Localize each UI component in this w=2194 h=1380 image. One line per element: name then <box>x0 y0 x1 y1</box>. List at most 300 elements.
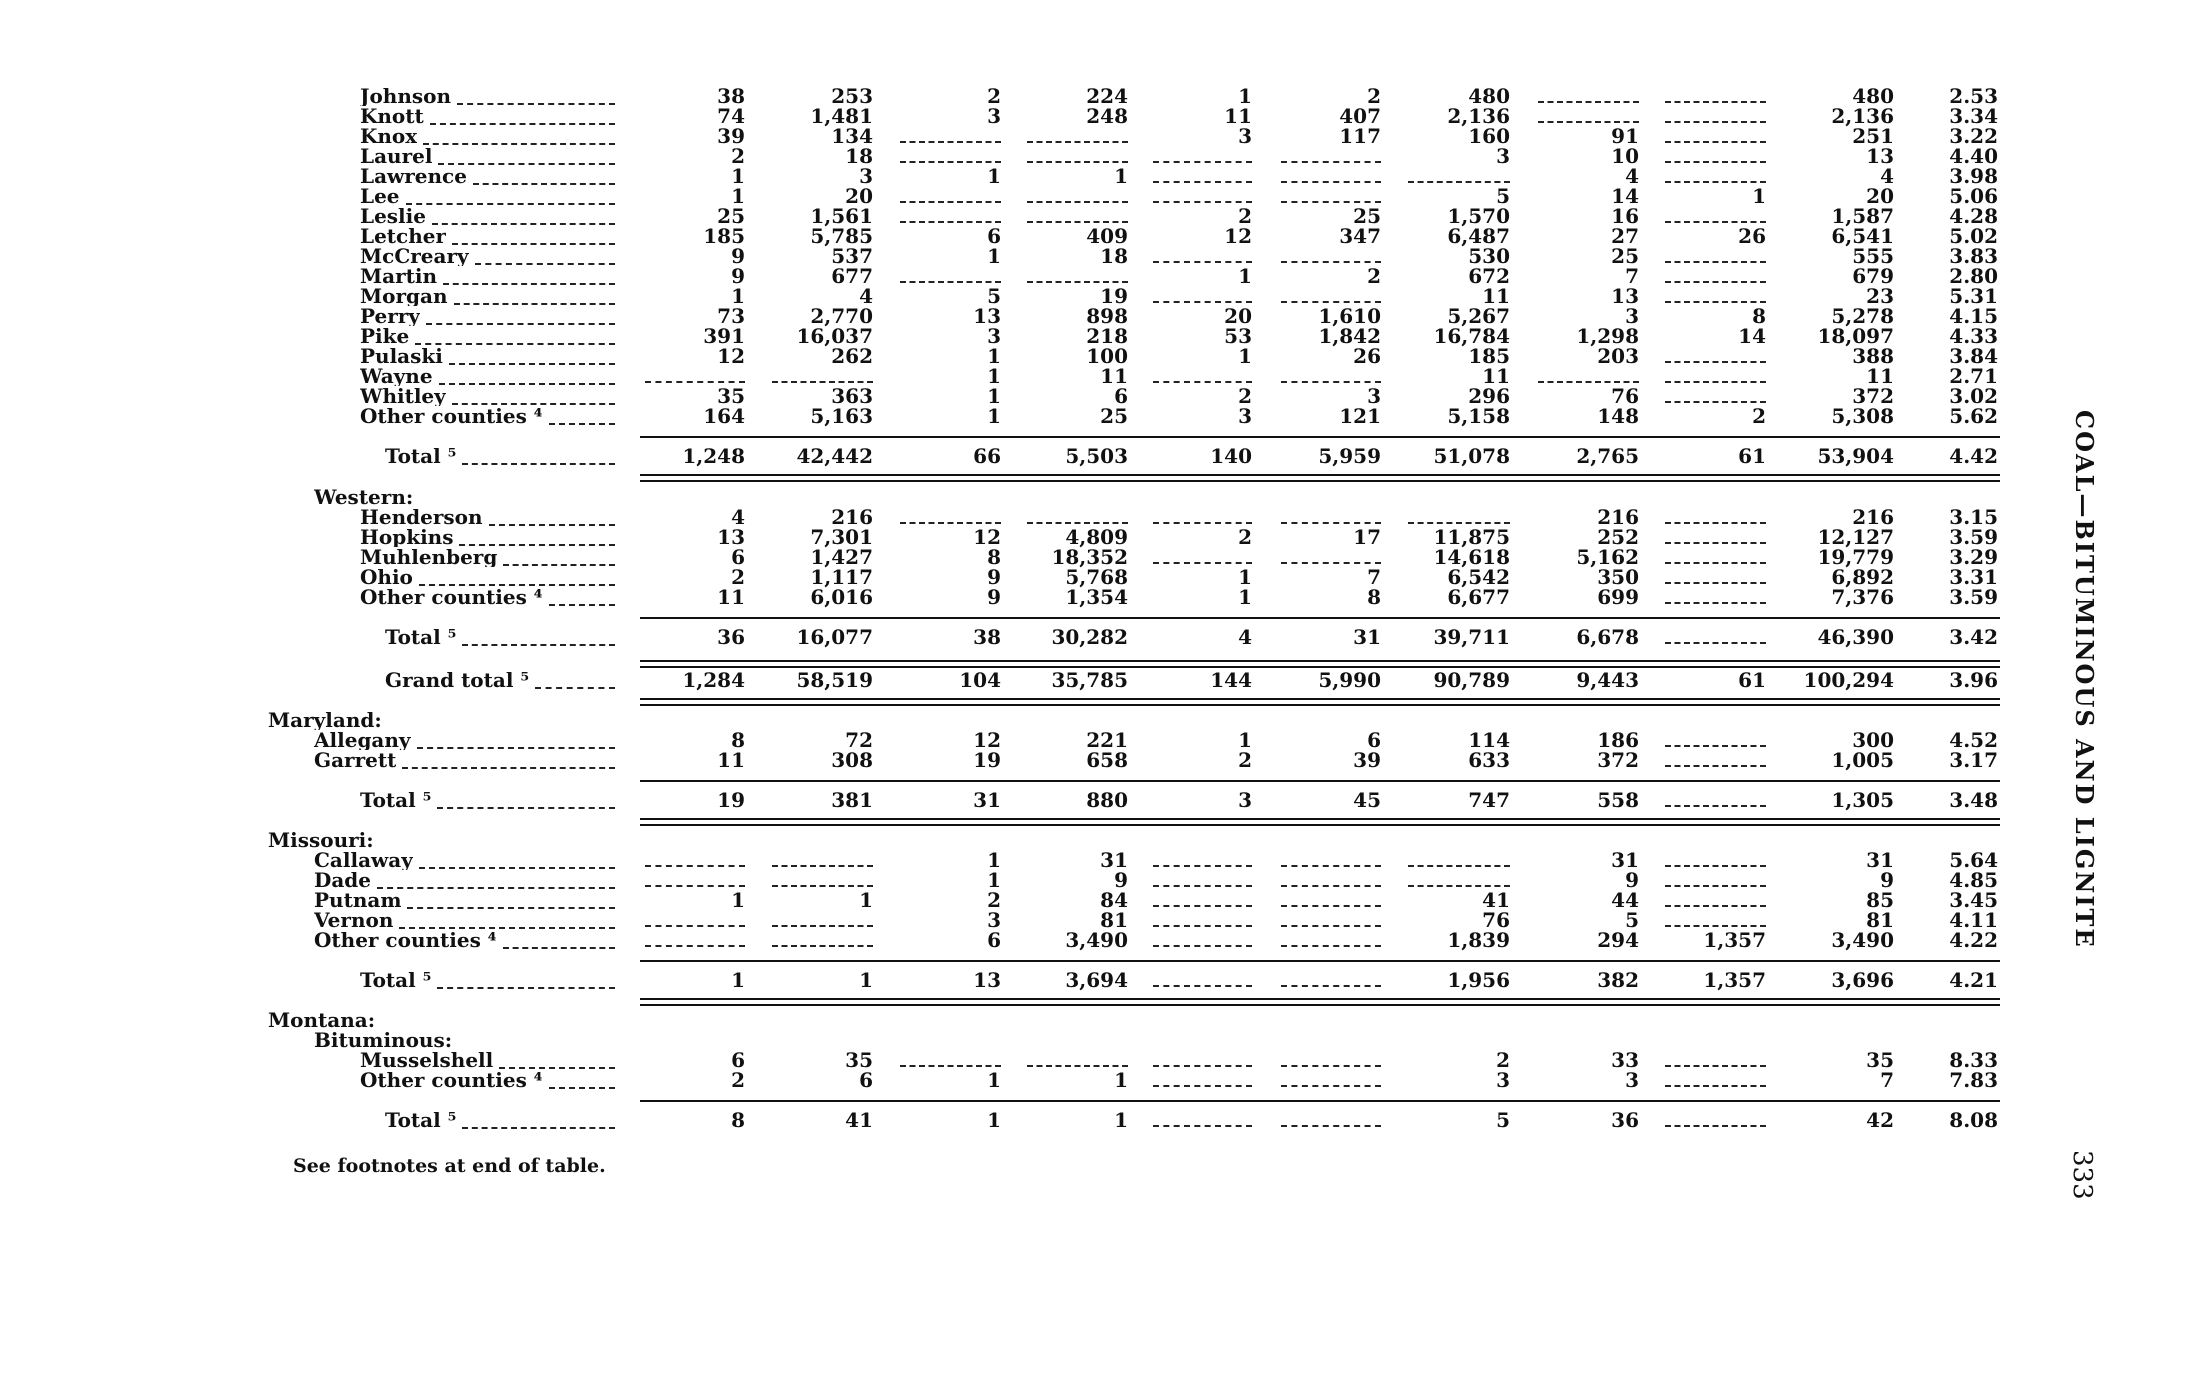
table-cell: 6 <box>987 224 1001 248</box>
table-cell: 1 <box>1238 344 1252 368</box>
empty-cell-dash <box>1665 301 1766 303</box>
table-cell: 2 <box>731 144 745 168</box>
empty-cell-dash <box>1153 865 1252 867</box>
empty-cell-dash <box>900 522 1001 524</box>
table-cell: 1,956 <box>1447 968 1510 992</box>
empty-cell-dash <box>1027 161 1128 163</box>
table-cell: 388 <box>1852 344 1894 368</box>
footnote-reference: See footnotes at end of table. <box>293 1155 606 1177</box>
empty-cell-dash <box>772 925 873 927</box>
empty-cell-dash <box>772 865 873 867</box>
table-cell: 31 <box>1611 848 1639 872</box>
row-label: Wayne <box>360 366 433 386</box>
empty-cell-dash <box>900 1065 1001 1067</box>
table-cell: 4.22 <box>1949 928 1998 952</box>
empty-cell-dash <box>1281 985 1381 987</box>
table-cell: 73 <box>717 304 745 328</box>
table-cell: 14 <box>1611 184 1639 208</box>
table-cell: 558 <box>1597 788 1639 812</box>
table-cell: 1,298 <box>1576 324 1639 348</box>
table-rule <box>640 960 2000 962</box>
table-cell: 9 <box>1880 868 1894 892</box>
leader-dots <box>419 867 615 869</box>
empty-cell-dash <box>1281 261 1381 263</box>
leader-dots <box>462 463 615 465</box>
row-label: Henderson <box>360 507 483 527</box>
table-cell: 372 <box>1597 748 1639 772</box>
table-cell: 9 <box>987 565 1001 589</box>
empty-cell-dash <box>1665 381 1766 383</box>
table-cell: 4.28 <box>1949 204 1998 228</box>
row-label: Total ⁵ <box>385 1110 457 1130</box>
table-cell: 12 <box>1224 224 1252 248</box>
table-cell: 33 <box>1611 1048 1639 1072</box>
empty-cell-dash <box>1665 562 1766 564</box>
table-cell: 20 <box>845 184 873 208</box>
leader-dots <box>443 283 615 285</box>
table-cell: 555 <box>1852 244 1894 268</box>
table-cell: 11 <box>717 748 745 772</box>
table-cell: 35 <box>1866 1048 1894 1072</box>
table-cell: 1,842 <box>1318 324 1381 348</box>
row-label: Other counties ⁴ <box>360 406 543 426</box>
table-cell: 18,097 <box>1817 324 1894 348</box>
empty-cell-dash <box>1665 765 1766 767</box>
row-label: Johnson <box>360 86 452 106</box>
table-cell: 74 <box>717 104 745 128</box>
table-cell: 185 <box>1468 344 1510 368</box>
table-cell: 3 <box>987 324 1001 348</box>
empty-cell-dash <box>1153 925 1252 927</box>
table-cell: 31 <box>973 788 1001 812</box>
row-label: Total ⁵ <box>360 970 432 990</box>
table-cell: 6 <box>987 928 1001 952</box>
table-cell: 1,284 <box>682 668 745 692</box>
table-cell: 699 <box>1597 585 1639 609</box>
table-cell: 13 <box>717 525 745 549</box>
table-cell: 12 <box>717 344 745 368</box>
empty-cell-dash <box>1665 582 1766 584</box>
empty-cell-dash <box>1665 281 1766 283</box>
table-cell: 3.59 <box>1949 525 1998 549</box>
row-label: Total ⁵ <box>385 627 457 647</box>
table-cell: 3 <box>1625 304 1639 328</box>
table-cell: 38 <box>717 84 745 108</box>
leader-dots <box>437 987 615 989</box>
leader-dots <box>457 103 615 105</box>
table-cell: 3,490 <box>1831 928 1894 952</box>
table-cell: 3.48 <box>1949 788 1998 812</box>
table-cell: 8 <box>731 1108 745 1132</box>
empty-cell-dash <box>1281 181 1381 183</box>
table-cell: 13 <box>973 968 1001 992</box>
table-cell: 1 <box>987 848 1001 872</box>
table-cell: 45 <box>1353 788 1381 812</box>
table-cell: 3.29 <box>1949 545 1998 569</box>
row-label: Garrett <box>314 750 397 770</box>
table-cell: 81 <box>1100 908 1128 932</box>
table-cell: 31 <box>1100 848 1128 872</box>
table-cell: 1 <box>1752 184 1766 208</box>
leader-dots <box>459 544 615 546</box>
table-cell: 253 <box>831 84 873 108</box>
table-cell: 6 <box>1367 728 1381 752</box>
empty-cell-dash <box>1281 562 1381 564</box>
empty-cell-dash <box>772 381 873 383</box>
table-cell: 19 <box>1100 284 1128 308</box>
table-cell: 26 <box>1738 224 1766 248</box>
table-cell: 11 <box>1100 364 1128 388</box>
table-cell: 2 <box>987 84 1001 108</box>
side-title: COAL—BITUMINOUS AND LIGNITE <box>2070 410 2099 949</box>
table-cell: 1 <box>987 404 1001 428</box>
row-label: Letcher <box>360 226 447 246</box>
row-label: Muhlenberg <box>360 547 498 567</box>
table-cell: 2,136 <box>1831 104 1894 128</box>
empty-cell-dash <box>1153 161 1252 163</box>
table-cell: 3 <box>1238 788 1252 812</box>
table-cell: 5,267 <box>1447 304 1510 328</box>
table-cell: 3 <box>1496 1068 1510 1092</box>
leader-dots <box>535 687 615 689</box>
table-rule <box>640 780 2000 782</box>
row-label: Ohio <box>360 567 413 587</box>
table-cell: 5.31 <box>1949 284 1998 308</box>
table-cell: 3.17 <box>1949 748 1998 772</box>
table-cell: 1,570 <box>1447 204 1510 228</box>
row-label: Total ⁵ <box>385 446 457 466</box>
row-label: Perry <box>360 306 420 326</box>
empty-cell-dash <box>645 885 745 887</box>
table-cell: 31 <box>1866 848 1894 872</box>
row-label: Dade <box>314 870 372 890</box>
table-cell: 672 <box>1468 264 1510 288</box>
table-cell: 2 <box>1238 748 1252 772</box>
table-cell: 23 <box>1866 284 1894 308</box>
table-cell: 1,354 <box>1065 585 1128 609</box>
table-cell: 11,875 <box>1433 525 1510 549</box>
table-rule <box>640 660 2000 668</box>
table-rule <box>640 998 2000 1006</box>
table-cell: 3.84 <box>1949 344 1998 368</box>
table-cell: 1,305 <box>1831 788 1894 812</box>
empty-cell-dash <box>1153 381 1252 383</box>
leader-dots <box>473 183 615 185</box>
table-cell: 4.52 <box>1949 728 1998 752</box>
table-cell: 1 <box>731 164 745 188</box>
table-cell: 218 <box>1086 324 1128 348</box>
empty-cell-dash <box>1281 945 1381 947</box>
page-number: 333 <box>2067 1150 2097 1200</box>
table-cell: 7.83 <box>1949 1068 1998 1092</box>
table-cell: 1,587 <box>1831 204 1894 228</box>
table-cell: 117 <box>1339 124 1381 148</box>
empty-cell-dash <box>1281 1125 1381 1127</box>
row-label: Vernon <box>314 910 394 930</box>
table-cell: 5,785 <box>810 224 873 248</box>
leader-dots <box>406 203 615 205</box>
row-label: Missouri: <box>268 830 374 850</box>
empty-cell-dash <box>1665 221 1766 223</box>
table-cell: 3.98 <box>1949 164 1998 188</box>
table-cell: 160 <box>1468 124 1510 148</box>
table-cell: 3.96 <box>1949 668 1998 692</box>
empty-cell-dash <box>1665 1065 1766 1067</box>
empty-cell-dash <box>1153 1125 1252 1127</box>
empty-cell-dash <box>1153 885 1252 887</box>
table-cell: 85 <box>1866 888 1894 912</box>
table-cell: 186 <box>1597 728 1639 752</box>
table-cell: 1,839 <box>1447 928 1510 952</box>
table-cell: 300 <box>1852 728 1894 752</box>
table-cell: 11 <box>1866 364 1894 388</box>
table-cell: 1,610 <box>1318 304 1381 328</box>
table-cell: 3.42 <box>1949 625 1998 649</box>
table-cell: 12,127 <box>1817 525 1894 549</box>
row-label: Martin <box>360 266 438 286</box>
table-cell: 13 <box>1866 144 1894 168</box>
leader-dots <box>419 584 615 586</box>
table-cell: 114 <box>1468 728 1510 752</box>
empty-cell-dash <box>1281 161 1381 163</box>
table-cell: 46,390 <box>1817 625 1894 649</box>
empty-cell-dash <box>645 945 745 947</box>
table-cell: 11 <box>717 585 745 609</box>
table-cell: 679 <box>1852 264 1894 288</box>
table-cell: 7,376 <box>1831 585 1894 609</box>
empty-cell-dash <box>1153 261 1252 263</box>
table-cell: 372 <box>1852 384 1894 408</box>
leader-dots <box>415 343 615 345</box>
table-cell: 248 <box>1086 104 1128 128</box>
table-cell: 3.83 <box>1949 244 1998 268</box>
table-cell: 7 <box>1880 1068 1894 1092</box>
table-cell: 14 <box>1738 324 1766 348</box>
table-cell: 1,248 <box>682 444 745 468</box>
table-cell: 12 <box>973 728 1001 752</box>
table-cell: 5,768 <box>1065 565 1128 589</box>
table-cell: 100,294 <box>1803 668 1894 692</box>
table-cell: 3.22 <box>1949 124 1998 148</box>
table-cell: 216 <box>831 505 873 529</box>
table-cell: 6,542 <box>1447 565 1510 589</box>
leader-dots <box>432 223 615 225</box>
table-cell: 252 <box>1597 525 1639 549</box>
table-cell: 3.59 <box>1949 585 1998 609</box>
row-label: Other counties ⁴ <box>360 587 543 607</box>
table-cell: 3.45 <box>1949 888 1998 912</box>
table-cell: 4 <box>859 284 873 308</box>
table-cell: 4,809 <box>1065 525 1128 549</box>
empty-cell-dash <box>1665 181 1766 183</box>
table-cell: 58,519 <box>796 668 873 692</box>
table-cell: 677 <box>831 264 873 288</box>
table-cell: 6,677 <box>1447 585 1510 609</box>
table-cell: 1 <box>987 244 1001 268</box>
table-cell: 35,785 <box>1051 668 1128 692</box>
empty-cell-dash <box>1153 562 1252 564</box>
table-cell: 5 <box>1496 1108 1510 1132</box>
table-cell: 185 <box>703 224 745 248</box>
leader-dots <box>499 1067 615 1069</box>
table-cell: 9 <box>987 585 1001 609</box>
table-cell: 11 <box>1482 284 1510 308</box>
table-cell: 12 <box>973 525 1001 549</box>
table-cell: 18,352 <box>1051 545 1128 569</box>
empty-cell-dash <box>1027 522 1128 524</box>
table-cell: 4.21 <box>1949 968 1998 992</box>
table-cell: 25 <box>1353 204 1381 228</box>
leader-dots <box>462 1127 615 1129</box>
table-cell: 4.42 <box>1949 444 1998 468</box>
table-cell: 11 <box>1224 104 1252 128</box>
table-cell: 7 <box>1625 264 1639 288</box>
empty-cell-dash <box>1665 925 1766 927</box>
table-cell: 8.08 <box>1949 1108 1998 1132</box>
row-label: Whitley <box>360 386 446 406</box>
table-cell: 61 <box>1738 444 1766 468</box>
table-cell: 6 <box>731 545 745 569</box>
table-cell: 1 <box>1238 585 1252 609</box>
table-cell: 3 <box>987 104 1001 128</box>
empty-cell-dash <box>1665 905 1766 907</box>
table-cell: 1,357 <box>1703 968 1766 992</box>
table-cell: 5,503 <box>1065 444 1128 468</box>
table-cell: 3 <box>987 908 1001 932</box>
table-cell: 148 <box>1597 404 1639 428</box>
empty-cell-dash <box>1665 161 1766 163</box>
table-cell: 2,765 <box>1576 444 1639 468</box>
table-cell: 2 <box>1367 84 1381 108</box>
table-cell: 409 <box>1086 224 1128 248</box>
table-cell: 2,136 <box>1447 104 1510 128</box>
empty-cell-dash <box>900 221 1001 223</box>
empty-cell-dash <box>1665 361 1766 363</box>
table-cell: 5,163 <box>810 404 873 428</box>
table-cell: 2.80 <box>1949 264 1998 288</box>
table-cell: 164 <box>703 404 745 428</box>
empty-cell-dash <box>1153 181 1252 183</box>
table-cell: 1 <box>987 1068 1001 1092</box>
table-cell: 39 <box>1353 748 1381 772</box>
table-cell: 4 <box>1238 625 1252 649</box>
leader-dots <box>475 263 615 265</box>
table-cell: 35 <box>845 1048 873 1072</box>
table-cell: 262 <box>831 344 873 368</box>
row-label: Morgan <box>360 286 448 306</box>
table-cell: 3,696 <box>1831 968 1894 992</box>
table-cell: 5 <box>1496 184 1510 208</box>
table-cell: 1 <box>987 1108 1001 1132</box>
empty-cell-dash <box>1665 1085 1766 1087</box>
table-cell: 308 <box>831 748 873 772</box>
empty-cell-dash <box>1665 602 1766 604</box>
table-cell: 140 <box>1210 444 1252 468</box>
table-cell: 16,784 <box>1433 324 1510 348</box>
empty-cell-dash <box>1665 401 1766 403</box>
empty-cell-dash <box>1153 201 1252 203</box>
table-cell: 3,490 <box>1065 928 1128 952</box>
table-cell: 216 <box>1852 505 1894 529</box>
table-cell: 2 <box>987 888 1001 912</box>
table-cell: 134 <box>831 124 873 148</box>
table-cell: 31 <box>1353 625 1381 649</box>
table-cell: 16,037 <box>796 324 873 348</box>
table-cell: 5 <box>987 284 1001 308</box>
table-cell: 880 <box>1086 788 1128 812</box>
empty-cell-dash <box>1281 925 1381 927</box>
table-cell: 1 <box>859 888 873 912</box>
table-cell: 25 <box>717 204 745 228</box>
table-cell: 5,959 <box>1318 444 1381 468</box>
table-cell: 76 <box>1482 908 1510 932</box>
table-cell: 5.02 <box>1949 224 1998 248</box>
row-label: Knox <box>360 126 418 146</box>
table-cell: 224 <box>1086 84 1128 108</box>
table-cell: 1 <box>987 164 1001 188</box>
table-cell: 81 <box>1866 908 1894 932</box>
table-cell: 5,158 <box>1447 404 1510 428</box>
table-cell: 66 <box>973 444 1001 468</box>
table-cell: 407 <box>1339 104 1381 128</box>
table-cell: 747 <box>1468 788 1510 812</box>
table-cell: 4 <box>1625 164 1639 188</box>
table-cell: 6,678 <box>1576 625 1639 649</box>
table-cell: 19 <box>717 788 745 812</box>
table-cell: 19 <box>973 748 1001 772</box>
table-cell: 18 <box>1100 244 1128 268</box>
table-cell: 1 <box>731 888 745 912</box>
empty-cell-dash <box>1153 522 1252 524</box>
table-rule <box>640 698 2000 706</box>
empty-cell-dash <box>1281 905 1381 907</box>
table-cell: 36 <box>717 625 745 649</box>
row-label: Laurel <box>360 146 433 166</box>
table-cell: 13 <box>973 304 1001 328</box>
table-cell: 11 <box>1482 364 1510 388</box>
table-cell: 9 <box>1625 868 1639 892</box>
row-label: Putnam <box>314 890 402 910</box>
empty-cell-dash <box>1153 301 1252 303</box>
table-cell: 53,904 <box>1817 444 1894 468</box>
table-cell: 42 <box>1866 1108 1894 1132</box>
empty-cell-dash <box>1538 381 1639 383</box>
leader-dots <box>437 807 615 809</box>
empty-cell-dash <box>1665 101 1766 103</box>
row-label: Hopkins <box>360 527 454 547</box>
table-cell: 5.06 <box>1949 184 1998 208</box>
table-cell: 8 <box>987 545 1001 569</box>
table-cell: 5,278 <box>1831 304 1894 328</box>
table-cell: 76 <box>1611 384 1639 408</box>
row-label: Western: <box>314 487 414 507</box>
table-cell: 42,442 <box>796 444 873 468</box>
empty-cell-dash <box>1153 985 1252 987</box>
table-cell: 1 <box>987 344 1001 368</box>
table-cell: 3 <box>1496 144 1510 168</box>
table-cell: 1,561 <box>810 204 873 228</box>
table-cell: 350 <box>1597 565 1639 589</box>
table-cell: 3.02 <box>1949 384 1998 408</box>
table-cell: 2.71 <box>1949 364 1998 388</box>
table-cell: 6,892 <box>1831 565 1894 589</box>
empty-cell-dash <box>1153 1085 1252 1087</box>
table-cell: 391 <box>703 324 745 348</box>
table-cell: 2.53 <box>1949 84 1998 108</box>
table-cell: 3 <box>1238 404 1252 428</box>
table-cell: 1 <box>1238 728 1252 752</box>
row-label: Bituminous: <box>314 1030 453 1050</box>
